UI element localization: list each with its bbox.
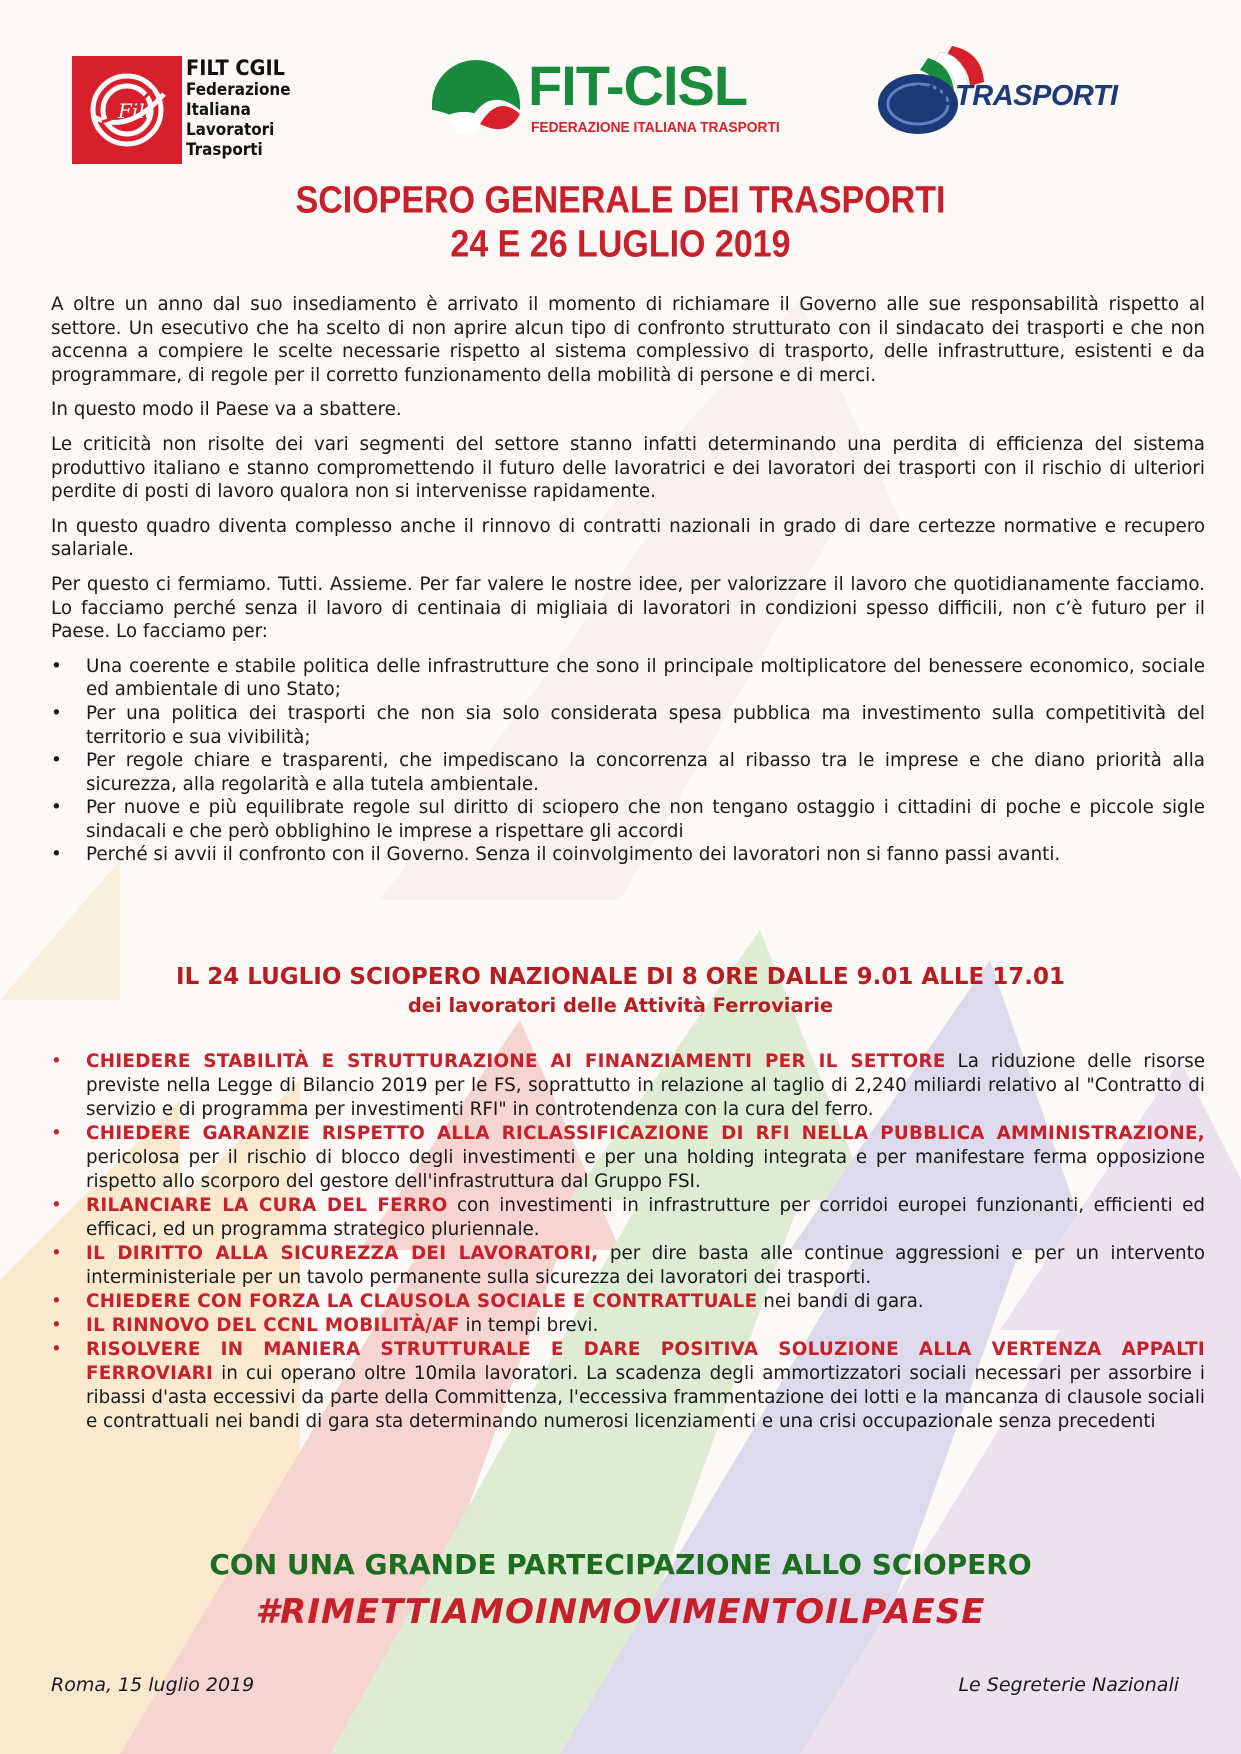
title-line-2: 24 E 26 LUGLIO 2019 xyxy=(450,222,791,266)
demand-heading: CHIEDERE GARANZIE RISPETTO ALLA RICLASSIFICAZIONE DI RFI NELLA PUBBLICA AMMINISTRAZIONE, xyxy=(86,1123,1205,1144)
demand-item xyxy=(51,1050,1205,1122)
goal-item: • Perché si avvii il confronto con il Governo. Senza il coinvolgimento dei lavoratori non si fanno passi avanti. xyxy=(51,843,1205,867)
demand-item xyxy=(51,1122,1205,1194)
filt-line3: Italiana xyxy=(186,100,251,119)
strike-headline: IL 24 LUGLIO SCIOPERO NAZIONALE DI 8 ORE DALLE 9.01 ALLE 17.01 xyxy=(176,964,1065,990)
demand-item xyxy=(51,1290,1205,1314)
demand-item xyxy=(51,1242,1205,1290)
goal-item: • Una coerente e stabile politica delle infrastrutture che sono il principale moltiplicatore del benessere economico, sociale ed ambientale di uno Stato; xyxy=(51,655,1205,702)
closing-hashtag: #RIMETTIAMOINMOVIMENTOILPAESE xyxy=(255,1592,986,1632)
demand-text: pericolosa per il rischio di blocco degli investimenti e per una holding integrata e per manifestare ferma opposizione rispetto allo scorporo del gestore dell'infrastruttura dal Gruppo FSI. xyxy=(86,1147,1205,1192)
uiltrasporti-logo xyxy=(872,42,1162,142)
filt-text xyxy=(186,56,291,160)
goal-item: • Per regole chiare e trasparenti, che impediscano la concorrenza al ribasso tra le imprese e che diano priorità alla sicurezza, alla regolarità e alla tutela ambientale. xyxy=(51,749,1205,796)
paragraph-2: In questo modo il Paese va a sbattere. xyxy=(51,399,402,421)
paragraph-5: Per questo ci fermiamo. Tutti. Assieme. Per far valere le nostre idee, per valorizzare il lavoro che quotidianamente facciamo. Lo facciamo perché senza il lavoro di centinaia di migliaia di lavoratori in condizioni spesso difficili, non c’è futuro per il Paese. Lo facciamo per: xyxy=(51,573,1205,643)
demand-text: in cui operano oltre 10mila lavoratori. La scadenza degli ammortizzatori sociali necessari per assorbire i ribassi d'asta eccessivi da parte della Committenza, l'eccessiva frammentazione dei lotti e la mancanza di clausole sociali e contrattuali nei bandi di gara sta determinando numerosi licenziamenti e una crisi occupazionale senza precedenti xyxy=(86,1363,1205,1432)
demand-heading: RILANCIARE LA CURA DEL FERRO xyxy=(86,1195,448,1216)
demand-heading: RISOLVERE IN MANIERA STRUTTURALE E DARE POSITIVA SOLUZIONE ALLA VERTENZA APPALTI FERROVIARI xyxy=(86,1339,1205,1384)
filt-mark xyxy=(72,56,182,164)
demand-heading: IL DIRITTO ALLA SICUREZZA DEI LAVORATORI, xyxy=(86,1243,599,1264)
filt-line4: Lavoratori xyxy=(186,120,275,139)
demand-item xyxy=(51,1314,1205,1338)
strike-subheadline: dei lavoratori delle Attività Ferroviarie xyxy=(407,994,834,1017)
fit-cisl-arc-icon xyxy=(428,54,524,144)
demand-text: in tempi brevi. xyxy=(459,1315,599,1336)
demands-list xyxy=(51,1050,1205,1434)
closing-call: CON UNA GRANDE PARTECIPAZIONE ALLO SCIOPERO xyxy=(209,1548,1032,1581)
filt-swirl-icon xyxy=(72,56,182,164)
demand-heading: CHIEDERE CON FORZA LA CLAUSOLA SOCIALE E CONTRATTUALE xyxy=(86,1291,758,1312)
paragraph-4: In questo quadro diventa complesso anche il rinnovo di contratti nazionali in grado di dare certezze normative e recupero salariale. xyxy=(51,515,1205,561)
demand-text: per dire basta alle continue aggressioni e per un intervento interministeriale per un tavolo permanente sulla sicurezza dei lavoratori dei trasporti. xyxy=(86,1243,1205,1288)
goal-item: • Per nuove e più equilibrate regole sul diritto di sciopero che non tengano ostaggio i cittadini di poche e piccole sigle sindacali e che però obblighino le imprese a rispettare gli accordi xyxy=(51,796,1205,843)
footer-date: Roma, 15 luglio 2019 xyxy=(51,1674,255,1696)
goals-list xyxy=(51,655,1205,867)
demand-text: con investimenti in infrastrutture per corridoi europei funzionanti, efficienti ed efficaci, ed un programma strategico pluriennale. xyxy=(86,1195,1205,1240)
body-text xyxy=(51,293,1205,867)
demand-text: La riduzione delle risorse previste nella Legge di Bilancio 2019 per le FS, soprattutto in relazione al taglio di 2,240 miliardi relativo al "Contratto di servizio e di programma per investimenti RFI" in controtendenza con la cura del ferro. xyxy=(86,1051,1205,1120)
title-line-1: SCIOPERO GENERALE DEI TRASPORTI xyxy=(295,178,946,222)
fit-cisl-logo xyxy=(428,54,788,144)
uiltrasporti-name: UILTRASPORTI xyxy=(912,80,1118,112)
filt-cgil-logo xyxy=(72,56,312,166)
filt-line5: Trasporti xyxy=(186,140,263,159)
filt-line2: Federazione xyxy=(186,80,291,99)
filt-name: FILT CGIL xyxy=(186,56,285,80)
demand-item xyxy=(51,1194,1205,1242)
paragraph-3: Le criticità non risolte dei vari segmenti del settore stanno infatti determinando una perdita di efficienza del sistema produttivo italiano e stanno compromettendo il futuro delle lavoratrici e dei lavoratori dei trasporti con il rischio di ulteriori perdite di posti di lavoro qualora non si intervenisse rapidamente. xyxy=(51,433,1205,503)
demand-heading: IL RINNOVO DEL CCNL MOBILITÀ/AF xyxy=(86,1315,460,1336)
demand-text: nei bandi di gara. xyxy=(757,1291,924,1312)
fit-cisl-name: FIT-CISL xyxy=(528,54,748,117)
paragraph-1: A oltre un anno dal suo insediamento è arrivato il momento di richiamare il Governo alle sue responsabilità rispetto al settore. Un esecutivo che ha scelto di non aprire alcun tipo di confronto strutturato con il sindacato dei trasporti e che non accenna a compiere le scelte necessarie rispetto al sistema complessivo di trasporto, delle infrastrutture, esistenti e da programmare, di regole per il corretto funzionamento della mobilità di persone e di merci. xyxy=(51,294,1205,386)
footer-signature: Le Segreterie Nazionali xyxy=(958,1674,1179,1696)
demand-item xyxy=(51,1338,1205,1434)
filt-mark-text: Filt xyxy=(118,99,153,123)
demand-heading: CHIEDERE STABILITÀ E STRUTTURAZIONE AI FINANZIAMENTI PER IL SETTORE xyxy=(86,1051,946,1072)
goal-item: • Per una politica dei trasporti che non sia solo considerata spesa pubblica ma investimento sulla competitività del territorio e sua vivibilità; xyxy=(51,702,1205,749)
fit-cisl-subtitle: FEDERAZIONE ITALIANA TRASPORTI xyxy=(531,120,780,136)
